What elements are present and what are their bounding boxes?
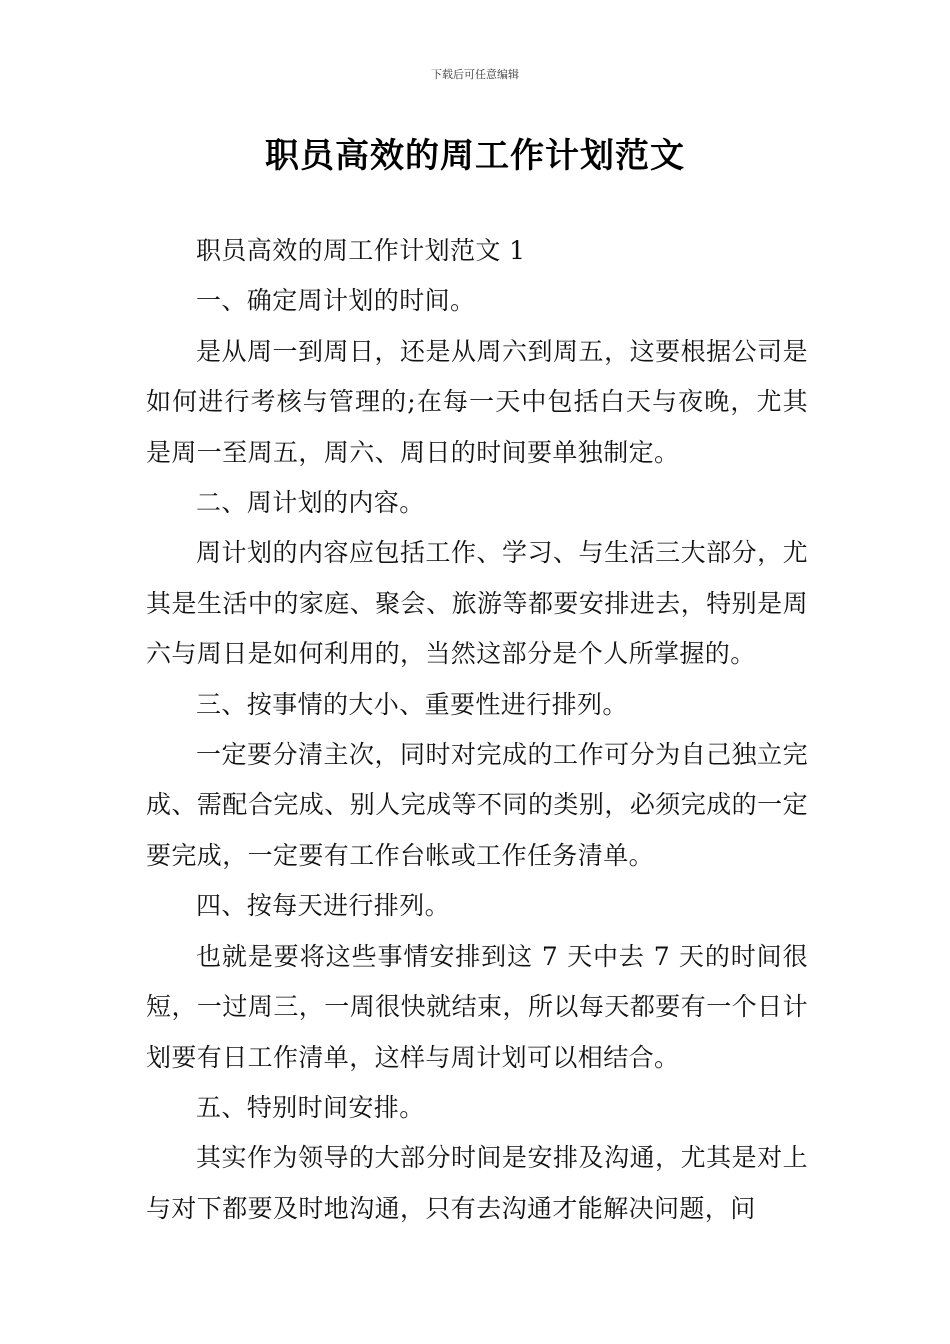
header-note: 下载后可任意编辑 (431, 68, 519, 81)
paragraph-body-2: 周计划的内容应包括工作、学习、与生活三大部分，尤其是生活中的家庭、聚会、旅游等都要安排进去，特别是周六与周日是如何利用的，当然这部分是个人所掌握的。 (146, 538, 808, 669)
paragraph-body-4: 也就是要将这些事情安排到这 7 天中去 7 天的时间很短，一过周三，一周很快就结束，所以每天都要有一个日计划要有日工作清单，这样与周计划可以相结合。 (146, 941, 808, 1072)
paragraph-subtitle: 职员高效的周工作计划范文 1 (196, 236, 526, 265)
paragraph-heading-2: 二、周计划的内容。 (196, 488, 425, 518)
paragraph-body-3: 一定要分清主次，同时对完成的工作可分为自己独立完成、需配合完成、别人完成等不同的类别，必须完成的一定要完成，一定要有工作台帐或工作任务清单。 (146, 740, 808, 870)
document-body (146, 226, 808, 1234)
paragraph-heading-4: 四、按每天进行排列。 (196, 891, 451, 921)
paragraph-body-1: 是从周一到周日，还是从周六到周五，这要根据公司是如何进行考核与管理的;在每一天中包括白天与夜晚，尤其是周一至周五，周六、周日的时间要单独制定。 (146, 336, 808, 467)
paragraph-heading-3: 三、按事情的大小、重要性进行排列。 (196, 689, 628, 719)
paragraph-heading-1: 一、确定周计划的时间。 (196, 286, 476, 316)
paragraph-heading-5: 五、特别时间安排。 (196, 1092, 425, 1122)
document-title: 职员高效的周工作计划范文 (265, 136, 685, 176)
paragraph-body-5: 其实作为领导的大部分时间是安排及沟通，尤其是对上与对下都要及时地沟通，只有去沟通才能解决问题，问 (146, 1143, 808, 1223)
